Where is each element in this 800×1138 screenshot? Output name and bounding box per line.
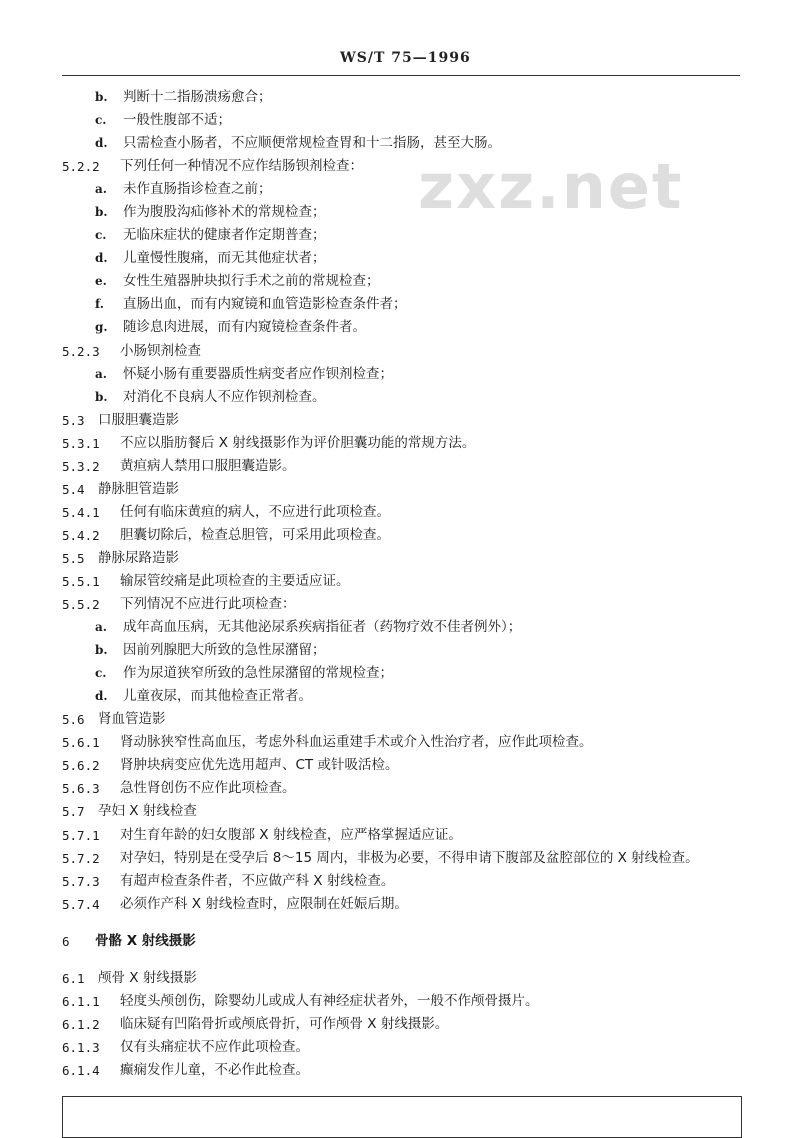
item-number: 6.1.1 — [62, 993, 100, 1009]
item-number: 5.3.2 — [62, 458, 100, 474]
item-number: d. — [95, 689, 108, 704]
item-text: 肾血管造影 — [98, 711, 166, 728]
list-item — [0, 685, 800, 708]
list-item — [0, 639, 800, 662]
item-text: 黄疸病人禁用口服胆囊造影。 — [120, 457, 296, 474]
section-heading — [0, 967, 800, 990]
item-text: 小肠钡剂检查 — [120, 342, 201, 359]
header-rule — [62, 75, 740, 76]
spacer — [0, 916, 800, 930]
item-text: 孕妇 X 射线检查 — [98, 803, 197, 820]
item-text: 仅有头痛症状不应作此项检查。 — [120, 1038, 309, 1055]
item-number: g. — [95, 320, 108, 335]
clause — [0, 777, 800, 800]
clause — [0, 501, 800, 524]
item-text: 输尿管绞痛是此项检查的主要适应证。 — [120, 572, 350, 589]
clause — [0, 570, 800, 593]
item-text: 女性生殖器肿块拟行手术之前的常规检查； — [123, 273, 380, 290]
section-heading — [0, 708, 800, 731]
document-code-header: WS/T 75—1996 — [340, 50, 471, 66]
item-text: 不应以脂肪餐后 X 射线摄影作为评价胆囊功能的常规方法。 — [120, 434, 476, 451]
item-number: d. — [95, 251, 108, 266]
list-item — [0, 132, 800, 155]
item-text: 儿童慢性腹痛，而无其他症状者； — [123, 250, 326, 267]
clause — [0, 824, 800, 847]
item-number: 5.5.1 — [62, 573, 100, 589]
item-text: 轻度头颅创伤，除婴幼儿或成人有神经症状者外，一般不作颅骨摄片。 — [120, 992, 539, 1009]
clause — [0, 1013, 800, 1036]
item-number: 5.7.4 — [62, 896, 100, 912]
item-number: c. — [95, 228, 107, 243]
item-text: 颅骨 X 射线摄影 — [98, 969, 197, 986]
list-item — [0, 293, 800, 316]
clause — [0, 1059, 800, 1082]
item-number: 6.1 — [62, 970, 85, 986]
item-number: b. — [95, 90, 108, 104]
item-text: 静脉胆管造影 — [98, 480, 179, 497]
item-text: 胆囊切除后，检查总胆管，可采用此项检查。 — [120, 526, 390, 543]
item-number: d. — [95, 136, 108, 151]
item-number: 5.5 — [62, 550, 85, 566]
item-number: 6.1.4 — [62, 1062, 100, 1078]
item-text: 随诊息肉进展，而有内窥镜检查条件者。 — [123, 319, 366, 336]
item-number: 6.1.2 — [62, 1016, 100, 1032]
item-text: 成年高血压病，无其他泌尿系疾病指征者（药物疗效不佳者例外）； — [123, 619, 522, 636]
list-item — [0, 224, 800, 247]
section-heading — [0, 409, 800, 432]
clause — [0, 432, 800, 455]
item-number: a. — [95, 366, 107, 381]
item-text: 无临床症状的健康者作定期普查； — [123, 227, 326, 244]
clause — [0, 731, 800, 754]
item-number: 5.7.1 — [62, 827, 100, 843]
section-heading — [0, 800, 800, 823]
item-number: a. — [95, 182, 107, 197]
list-item — [0, 386, 800, 409]
chapter-heading — [0, 930, 800, 953]
clause — [0, 524, 800, 547]
item-text: 对孕妇，特别是在受孕后 8～15 周内，非极为必要，不得申请下腹部及盆腔部位的 X 射线检查。 — [120, 849, 699, 866]
clause — [0, 340, 800, 363]
item-text: 儿童夜尿，而其他检查正常者。 — [123, 688, 312, 705]
list-item — [0, 109, 800, 132]
footer-box — [62, 1096, 742, 1138]
item-number: 5.4 — [62, 481, 85, 497]
item-text: 癫痫发作儿童，不必作此检查。 — [120, 1061, 309, 1078]
item-number: 5.7 — [62, 804, 85, 820]
list-item — [0, 662, 800, 685]
item-text: 骨骼 X 射线摄影 — [95, 932, 196, 949]
item-text: 下列情况不应进行此项检查： — [120, 596, 296, 613]
item-number: f. — [95, 297, 104, 312]
item-text: 临床疑有凹陷骨折或颅底骨折，可作颅骨 X 射线摄影。 — [120, 1015, 449, 1032]
list-item — [0, 270, 800, 293]
item-number: e. — [95, 274, 107, 289]
item-text: 因前列腺肥大所致的急性尿潴留； — [123, 642, 326, 659]
section-heading — [0, 478, 800, 501]
item-text: 任何有临床黄疸的病人，不应进行此项检查。 — [120, 503, 390, 520]
item-number: 5.6.1 — [62, 735, 100, 751]
item-text: 怀疑小肠有重要器质性病变者应作钡剂检查； — [123, 365, 393, 382]
item-number: 5.3.1 — [62, 435, 100, 451]
item-text: 作为尿道狭窄所致的急性尿潴留的常规检查； — [123, 665, 393, 682]
item-number: 5.3 — [62, 412, 85, 428]
item-text: 急性肾创伤不应作此项检查。 — [120, 780, 296, 797]
list-item — [0, 247, 800, 270]
item-number: b. — [95, 205, 108, 220]
clause — [0, 754, 800, 777]
list-item — [0, 86, 800, 109]
item-text: 未作直肠指诊检查之前； — [123, 181, 272, 198]
item-text: 对生育年龄的妇女腹部 X 射线检查，应严格掌握适应证。 — [120, 826, 462, 843]
item-number: 5.4.2 — [62, 527, 100, 543]
clause — [0, 990, 800, 1013]
list-item — [0, 178, 800, 201]
item-number: 5.6.2 — [62, 758, 100, 774]
item-text: 直肠出血，而有内窥镜和血管造影检查条件者； — [123, 296, 407, 313]
item-number: a. — [95, 620, 107, 635]
clause — [0, 155, 800, 178]
item-number: 5.4.1 — [62, 504, 100, 520]
clause — [0, 455, 800, 478]
item-number: 5.6 — [62, 712, 85, 728]
item-number: 5.7.3 — [62, 873, 100, 889]
item-number: c. — [95, 113, 107, 128]
item-number: 5.5.2 — [62, 597, 100, 613]
clause — [0, 1036, 800, 1059]
item-text: 口服胆囊造影 — [98, 411, 179, 428]
item-text: 有超声检查条件者，不应做产科 X 射线检查。 — [120, 872, 395, 889]
item-number: 5.7.2 — [62, 850, 100, 866]
item-number: b. — [95, 643, 108, 658]
document-body — [0, 86, 800, 1082]
list-item — [0, 616, 800, 639]
item-text: 下列任何一种情况不应作结肠钡剂检查： — [120, 158, 363, 175]
item-text: 对消化不良病人不应作钡剂检查。 — [123, 388, 326, 405]
item-text: 必须作产科 X 射线检查时，应限制在妊娠后期。 — [120, 895, 408, 912]
watermark: zxz.net — [418, 150, 684, 223]
list-item — [0, 316, 800, 339]
clause — [0, 593, 800, 616]
item-number: 5.2.2 — [62, 159, 100, 175]
list-item — [0, 201, 800, 224]
item-text: 肾动脉狭窄性高血压，考虑外科血运重建手术或介入性治疗者，应作此项检查。 — [120, 734, 593, 751]
list-item — [0, 363, 800, 386]
item-text: 作为腹股沟疝修补术的常规检查； — [123, 204, 326, 221]
item-text: 一般性腹部不适； — [123, 112, 231, 129]
item-text: 判断十二指肠溃疡愈合； — [123, 89, 272, 105]
spacer — [0, 953, 800, 967]
clause — [0, 870, 800, 893]
item-number: 6 — [62, 933, 70, 949]
item-text: 静脉尿路造影 — [98, 549, 179, 566]
section-heading — [0, 547, 800, 570]
item-text: 肾肿块病变应优先选用超声、CT 或针吸活检。 — [120, 757, 399, 774]
item-number: 5.2.3 — [62, 343, 100, 359]
item-text: 只需检查小肠者，不应顺便常规检查胃和十二指肠，甚至大肠。 — [123, 135, 501, 152]
clause — [0, 893, 800, 916]
clause — [0, 847, 800, 870]
item-number: 6.1.3 — [62, 1039, 100, 1055]
item-number: b. — [95, 389, 108, 404]
item-number: c. — [95, 666, 107, 681]
item-number: 5.6.3 — [62, 781, 100, 797]
